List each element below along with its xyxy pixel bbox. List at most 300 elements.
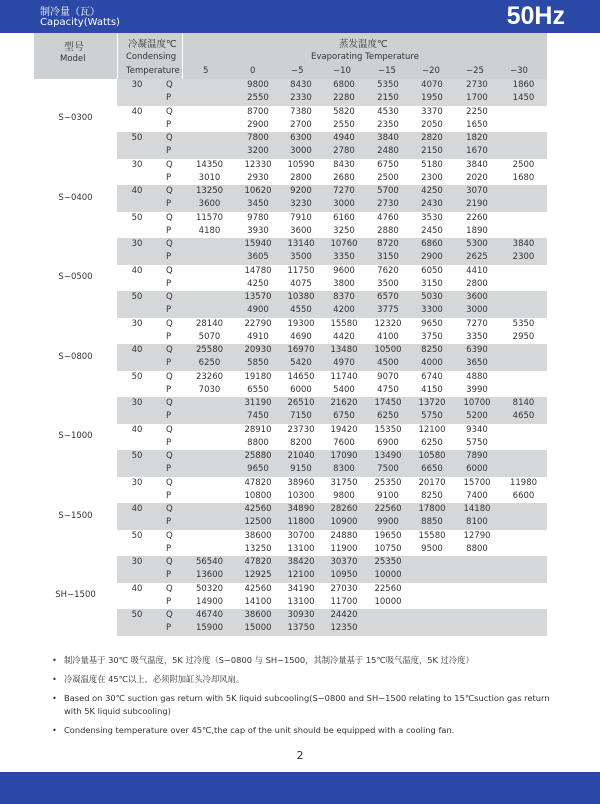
condensing-temp: 30 (117, 397, 157, 410)
condensing-temp (117, 92, 157, 105)
condensing-temp (117, 490, 157, 503)
value-cell: 14100 (244, 596, 272, 607)
value-cell: 2500 (377, 172, 399, 183)
value-cell: 3840 (500, 238, 547, 251)
value-cell: 15350 (374, 424, 402, 435)
value-cell: 23260 (195, 371, 224, 382)
power-symbol: P (157, 569, 183, 582)
value-cell: 2900 (247, 119, 269, 130)
value-cell: 2330 (280, 92, 322, 105)
table-row (34, 79, 547, 92)
condensing-temp (117, 410, 157, 423)
value-cell: 3600 (183, 198, 236, 211)
value-cell (500, 265, 547, 278)
value-cell: 1950 (410, 92, 454, 105)
value-cell: 9200 (280, 185, 322, 198)
bullet-icon: • (52, 674, 57, 684)
value-cell (500, 119, 547, 132)
value-cell: 6160 (333, 212, 355, 223)
value-cell: 7890 (454, 450, 500, 463)
value-cell: 13720 (410, 397, 454, 410)
condensing-temp (117, 437, 157, 450)
note-item (52, 724, 562, 737)
value-cell: 10750 (374, 543, 402, 554)
value-cell: 12100 (418, 424, 446, 435)
condensing-temp (117, 331, 157, 344)
value-cell (500, 106, 547, 119)
condensing-temp: 30 (117, 79, 157, 92)
value-cell: 2930 (247, 172, 269, 183)
value-cell: 13100 (287, 596, 315, 607)
value-cell (500, 569, 547, 582)
capacity-symbol: Q (166, 265, 173, 276)
value-cell: 3500 (377, 278, 399, 289)
value-cell (183, 92, 236, 105)
value-cell: 3000 (280, 145, 322, 158)
value-cell: 38600 (244, 530, 272, 541)
value-cell: 6570 (366, 291, 410, 304)
value-cell: 8800 (466, 543, 488, 554)
condensing-temp (117, 569, 157, 582)
title-en: Capacity(Watts) (40, 17, 120, 28)
value-cell: 3150 (421, 278, 443, 289)
value-cell: 2300 (500, 251, 547, 264)
value-cell: 38960 (287, 477, 315, 488)
value-cell: 25880 (236, 450, 280, 463)
value-cell (410, 556, 454, 569)
value-cell: 13250 (244, 543, 272, 554)
value-cell: 8370 (322, 291, 366, 304)
condensing-temp (117, 119, 157, 132)
capacity-symbol: Q (157, 503, 183, 516)
value-cell: 22790 (244, 318, 272, 329)
value-cell: 1670 (454, 145, 500, 158)
power-symbol: P (166, 384, 172, 395)
model-header-cn: 型号 (64, 42, 84, 53)
value-cell: 2050 (421, 119, 443, 130)
value-cell: 7600 (333, 437, 355, 448)
value-cell: 5820 (333, 106, 355, 117)
condensing-temp: 30 (131, 477, 143, 488)
value-cell: 13140 (280, 238, 322, 251)
value-cell (183, 424, 236, 437)
value-cell: 2680 (333, 172, 355, 183)
value-cell (500, 225, 547, 238)
value-cell: 15580 (418, 530, 446, 541)
condensing-temp: 50 (117, 132, 157, 145)
title-cn: 制冷量（瓦） (40, 7, 100, 18)
capacity-symbol: Q (166, 212, 173, 223)
value-cell: 30930 (280, 609, 322, 622)
value-cell: 8720 (366, 238, 410, 251)
value-cell: 15900 (183, 622, 236, 635)
model-name: S−0500 (34, 238, 117, 318)
value-cell: 6750 (377, 159, 399, 170)
value-cell: 2020 (466, 172, 488, 183)
value-cell: 3000 (454, 304, 500, 317)
value-cell: 13570 (236, 291, 280, 304)
value-cell: 20930 (236, 344, 280, 357)
value-cell (454, 556, 500, 569)
model-name: S−0800 (34, 318, 117, 398)
value-cell: 2500 (512, 159, 535, 170)
value-cell: 3650 (454, 357, 500, 370)
value-cell (183, 79, 236, 92)
capacity-symbol: Q (166, 106, 173, 117)
value-cell: 15000 (236, 622, 280, 635)
value-cell: 8140 (500, 397, 547, 410)
value-cell (500, 609, 547, 622)
value-cell: 2820 (410, 132, 454, 145)
value-cell: 2625 (454, 251, 500, 264)
value-cell: 4900 (236, 304, 280, 317)
table-row (34, 159, 547, 172)
value-cell (500, 463, 547, 476)
note-item (52, 654, 562, 667)
value-cell: 2780 (322, 145, 366, 158)
power-symbol: P (157, 410, 183, 423)
power-symbol: P (157, 622, 183, 635)
value-cell: 6000 (290, 384, 312, 395)
value-cell: 2550 (236, 92, 280, 105)
evap-temp-label: 5 (203, 66, 209, 76)
value-cell: 6800 (322, 79, 366, 92)
value-cell: 2950 (512, 331, 535, 342)
value-cell: 6750 (322, 410, 366, 423)
evap-temp-label: 0 (250, 66, 256, 76)
value-cell: 2730 (366, 198, 410, 211)
value-cell (183, 304, 236, 317)
value-cell: 5850 (236, 357, 280, 370)
value-cell: 34890 (280, 503, 322, 516)
value-cell (454, 596, 500, 609)
value-cell: 4550 (280, 304, 322, 317)
power-symbol: P (166, 278, 172, 289)
value-cell: 10900 (322, 516, 366, 529)
value-cell: 17800 (410, 503, 454, 516)
value-cell: 3840 (366, 132, 410, 145)
value-cell: 10950 (322, 569, 366, 582)
value-cell: 11570 (195, 212, 224, 223)
note-text: Based on 30℃ suction gas return with 5K liquid subcooling(S−0800 and SH−1500 relating to 15℃suction gas return with 5K liquid subcooling) (64, 693, 550, 716)
value-cell: 6600 (512, 490, 535, 501)
model-header-en: Model (60, 54, 86, 64)
value-cell: 34190 (287, 583, 315, 594)
value-cell: 7910 (290, 212, 312, 223)
value-cell: 12320 (374, 318, 402, 329)
value-cell: 3150 (366, 251, 410, 264)
value-cell (500, 278, 547, 291)
value-cell (500, 291, 547, 304)
cond-header-en1: Condensing (126, 52, 177, 62)
value-cell: 3350 (322, 251, 366, 264)
value-cell: 10500 (366, 344, 410, 357)
capacity-symbol: Q (166, 530, 173, 541)
value-cell: 8430 (333, 159, 355, 170)
value-cell: 3450 (236, 198, 280, 211)
header-divider (182, 33, 183, 79)
value-cell (183, 291, 236, 304)
value-cell (366, 622, 410, 635)
capacity-symbol: Q (166, 424, 173, 435)
condensing-temp (117, 225, 157, 238)
value-cell: 4880 (466, 371, 488, 382)
power-symbol: P (166, 437, 172, 448)
value-cell: 5180 (421, 159, 443, 170)
table-row (34, 318, 547, 331)
power-symbol: P (166, 172, 172, 183)
value-cell: 4650 (500, 410, 547, 423)
value-cell: 8800 (247, 437, 269, 448)
value-cell: 9500 (421, 543, 443, 554)
value-cell: 15580 (330, 318, 358, 329)
value-cell: 4940 (322, 132, 366, 145)
note-text: Condensing temperature over 45℃,the cap of the unit should be equipped with a cooling fan. (64, 725, 455, 735)
value-cell: 2800 (290, 172, 312, 183)
value-cell (410, 569, 454, 582)
capacity-table (34, 79, 547, 636)
value-cell (454, 622, 500, 635)
capacity-symbol: Q (157, 238, 183, 251)
value-cell: 23730 (287, 424, 315, 435)
value-cell (183, 132, 236, 145)
value-cell (183, 278, 236, 291)
value-cell (500, 132, 547, 145)
value-cell: 2190 (454, 198, 500, 211)
value-cell: 4000 (410, 357, 454, 370)
power-symbol: P (157, 145, 183, 158)
condensing-temp: 50 (117, 291, 157, 304)
condensing-temp: 30 (131, 318, 143, 329)
value-cell: 1890 (466, 225, 488, 236)
value-cell: 6050 (421, 265, 443, 276)
value-cell: 10580 (410, 450, 454, 463)
value-cell (500, 556, 547, 569)
value-cell: 10380 (280, 291, 322, 304)
condensing-temp (117, 145, 157, 158)
value-cell: 6860 (410, 238, 454, 251)
condensing-temp (117, 357, 157, 370)
value-cell: 2700 (290, 119, 312, 130)
value-cell: 2260 (466, 212, 488, 223)
value-cell (454, 583, 500, 596)
power-symbol: P (157, 92, 183, 105)
value-cell: 10590 (287, 159, 315, 170)
condensing-temp (117, 384, 157, 397)
value-cell: 14780 (244, 265, 272, 276)
value-cell: 2150 (366, 92, 410, 105)
value-cell: 11750 (287, 265, 315, 276)
capacity-symbol: Q (157, 556, 183, 569)
value-cell: 10800 (244, 490, 272, 501)
value-cell (183, 530, 236, 543)
evap-temp-label: −20 (422, 66, 440, 76)
value-cell: 3370 (421, 106, 443, 117)
value-cell: 2450 (421, 225, 443, 236)
value-cell: 5350 (366, 79, 410, 92)
value-cell: 38600 (236, 609, 280, 622)
value-cell: 10000 (374, 596, 402, 607)
value-cell: 5030 (410, 291, 454, 304)
model-name: S−0300 (34, 79, 117, 159)
condensing-temp (117, 596, 157, 609)
condensing-temp (117, 172, 157, 185)
value-cell: 12350 (322, 622, 366, 635)
value-cell: 6000 (454, 463, 500, 476)
value-cell: 3600 (290, 225, 312, 236)
condensing-temp (117, 622, 157, 635)
value-cell: 8850 (410, 516, 454, 529)
value-cell: 5750 (466, 437, 488, 448)
value-cell: 4250 (247, 278, 269, 289)
condensing-temp: 50 (131, 530, 143, 541)
power-symbol: P (157, 198, 183, 211)
condensing-temp (117, 304, 157, 317)
value-cell: 21040 (280, 450, 322, 463)
condensing-temp: 50 (131, 371, 143, 382)
value-cell: 12790 (463, 530, 491, 541)
value-cell: 28140 (195, 318, 224, 329)
value-cell: 6250 (183, 357, 236, 370)
capacity-symbol: Q (157, 132, 183, 145)
page-header-bar (0, 0, 600, 33)
value-cell: 42560 (244, 583, 272, 594)
value-cell: 7620 (377, 265, 399, 276)
value-cell: 10760 (322, 238, 366, 251)
value-cell: 11700 (330, 596, 358, 607)
value-cell: 5200 (454, 410, 500, 423)
value-cell: 2550 (333, 119, 355, 130)
value-cell (183, 238, 236, 251)
condensing-temp: 30 (117, 556, 157, 569)
value-cell: 4070 (410, 79, 454, 92)
evap-temp-label: −30 (510, 66, 528, 76)
table-row (34, 238, 547, 251)
value-cell (410, 583, 454, 596)
value-cell: 19650 (374, 530, 402, 541)
value-cell: 22560 (374, 583, 402, 594)
value-cell: 6250 (366, 410, 410, 423)
value-cell: 28910 (244, 424, 272, 435)
value-cell: 7270 (322, 185, 366, 198)
condensing-temp (117, 251, 157, 264)
value-cell: 3800 (333, 278, 355, 289)
value-cell: 30370 (322, 556, 366, 569)
value-cell: 4760 (377, 212, 399, 223)
value-cell: 9070 (377, 371, 399, 382)
value-cell: 13100 (287, 543, 315, 554)
value-cell (183, 265, 236, 278)
condensing-temp (117, 463, 157, 476)
power-symbol: P (166, 331, 172, 342)
value-cell: 7030 (198, 384, 221, 395)
value-cell (410, 609, 454, 622)
model-name: S−0400 (34, 159, 117, 239)
power-symbol: P (166, 490, 172, 501)
capacity-symbol: Q (157, 79, 183, 92)
value-cell: 1700 (454, 92, 500, 105)
evap-temp-label: −25 (466, 66, 484, 76)
value-cell: 46740 (183, 609, 236, 622)
value-cell: 28260 (322, 503, 366, 516)
value-cell: 10700 (454, 397, 500, 410)
value-cell: 26510 (280, 397, 322, 410)
value-cell: 4075 (290, 278, 312, 289)
value-cell: 2800 (466, 278, 488, 289)
value-cell: 24880 (330, 530, 358, 541)
value-cell: 25580 (183, 344, 236, 357)
value-cell: 8430 (280, 79, 322, 92)
value-cell: 4250 (410, 185, 454, 198)
model-name: S−1500 (34, 477, 117, 557)
value-cell (183, 503, 236, 516)
value-cell: 6550 (247, 384, 269, 395)
condensing-temp: 50 (117, 450, 157, 463)
capacity-symbol: Q (157, 185, 183, 198)
page-footer-bar (0, 772, 600, 804)
power-symbol: P (157, 251, 183, 264)
condensing-temp (117, 516, 157, 529)
capacity-symbol: Q (157, 450, 183, 463)
value-cell: 8250 (421, 490, 443, 501)
condensing-temp: 40 (117, 503, 157, 516)
value-cell: 4910 (247, 331, 269, 342)
value-cell: 14180 (454, 503, 500, 516)
value-cell: 25350 (366, 556, 410, 569)
value-cell (183, 477, 236, 490)
value-cell (500, 596, 547, 609)
value-cell: 20170 (418, 477, 446, 488)
note-text: 冷凝温度在 45℃以上，必须附加缸头冷却风扇。 (64, 674, 245, 684)
condensing-temp: 40 (131, 583, 143, 594)
value-cell: 11740 (330, 371, 358, 382)
value-cell: 3530 (421, 212, 443, 223)
capacity-symbol: Q (166, 318, 173, 329)
value-cell: 3000 (322, 198, 366, 211)
value-cell: 9340 (466, 424, 488, 435)
value-cell: 4500 (366, 357, 410, 370)
value-cell (500, 450, 547, 463)
value-cell: 15940 (236, 238, 280, 251)
evap-header-cn: 蒸发温度℃ (339, 39, 388, 50)
value-cell: 5400 (333, 384, 355, 395)
value-cell: 22560 (366, 503, 410, 516)
value-cell: 2880 (377, 225, 399, 236)
value-cell: 8700 (247, 106, 269, 117)
value-cell: 2430 (410, 198, 454, 211)
value-cell (454, 569, 500, 582)
power-symbol: P (157, 357, 183, 370)
note-text: 制冷量基于 30℃ 吸气温度，5K 过冷度（S−0800 与 SH−1500，其制冷量基于 15℃吸气温度，5K 过冷度） (64, 655, 474, 665)
value-cell: 3350 (466, 331, 488, 342)
value-cell (183, 397, 236, 410)
value-cell: 14900 (195, 596, 224, 607)
note-item (52, 692, 562, 718)
value-cell: 3750 (421, 331, 443, 342)
evap-temp-label: −5 (291, 66, 304, 76)
value-cell: 4410 (466, 265, 488, 276)
value-cell (183, 410, 236, 423)
cond-header-en2: Temperature (126, 66, 180, 76)
value-cell: 14350 (195, 159, 224, 170)
header-divider (117, 33, 118, 79)
value-cell: 21620 (322, 397, 366, 410)
value-cell: 2480 (366, 145, 410, 158)
value-cell: 7500 (366, 463, 410, 476)
value-cell: 4180 (198, 225, 221, 236)
condensing-temp (117, 543, 157, 556)
value-cell (500, 198, 547, 211)
